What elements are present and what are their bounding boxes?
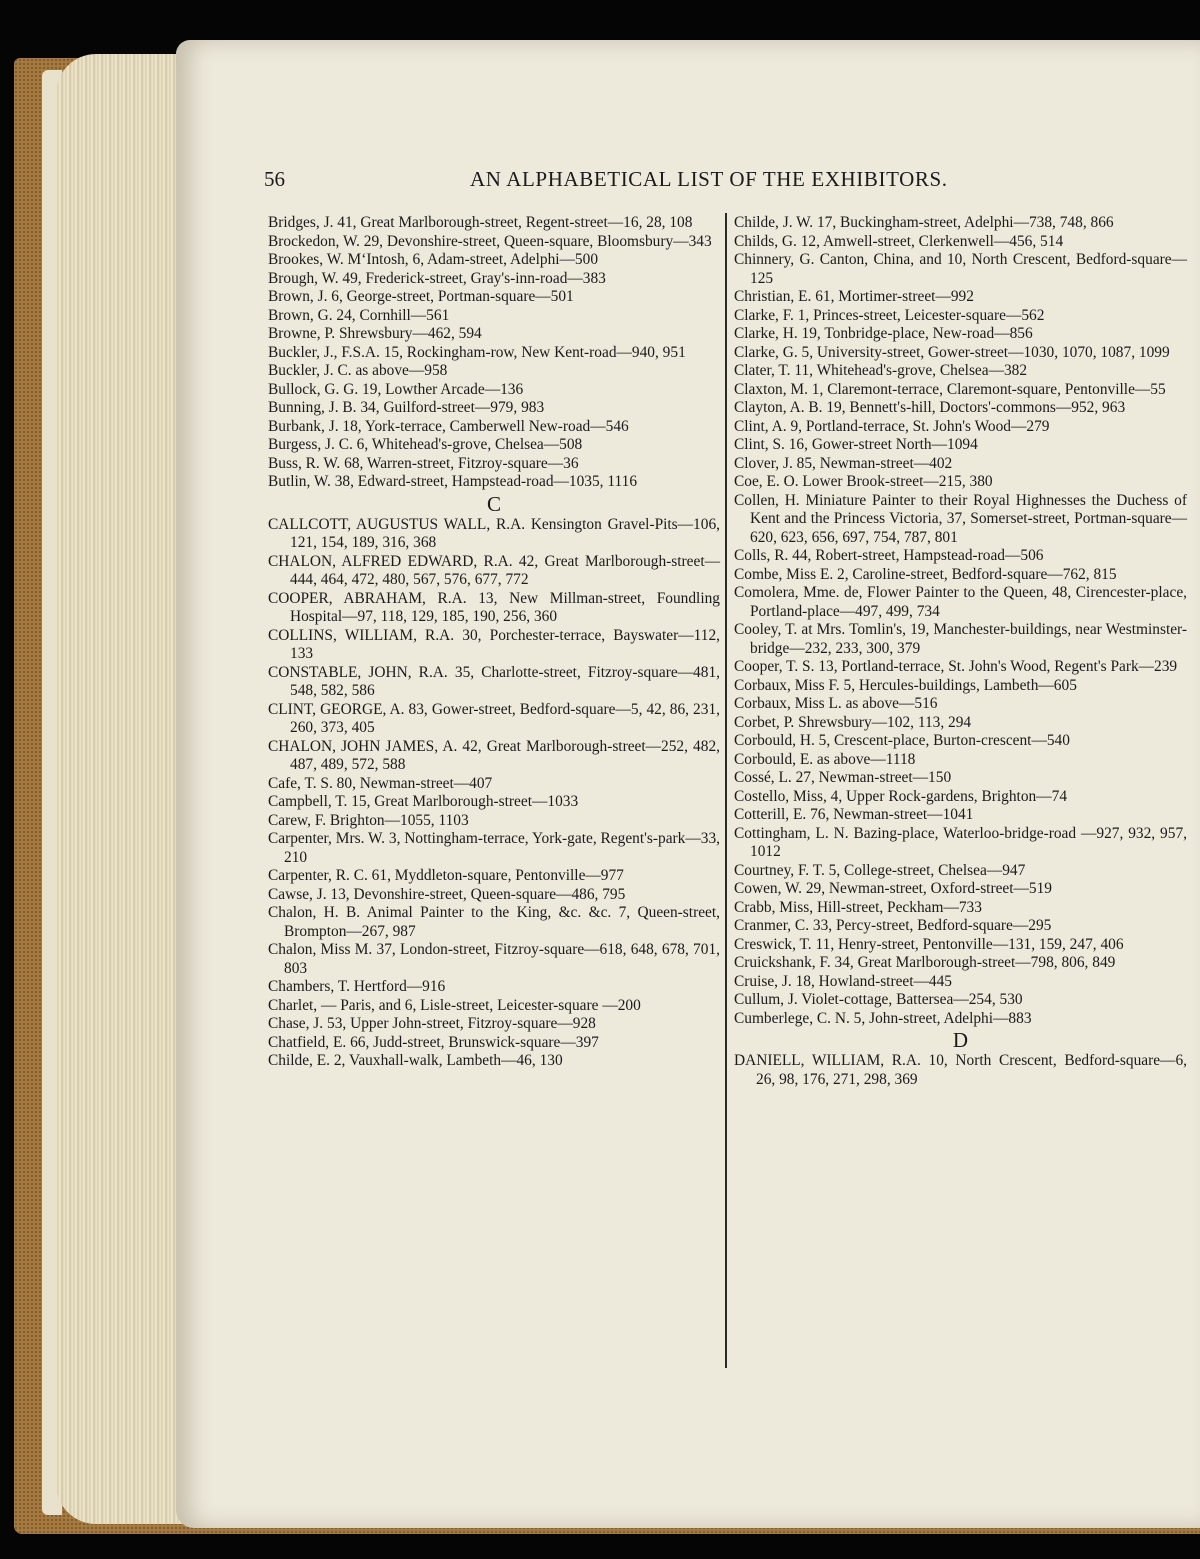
exhibitor-entry: Corbaux, Miss F. 5, Hercules-buildings, Lambeth—605 xyxy=(734,676,1077,694)
exhibitor-entry: Cawse, J. 13, Devonshire-street, Queen-square—486, 795 xyxy=(268,885,626,903)
exhibitor-entry: Cranmer, C. 33, Percy-street, Bedford-square—295 xyxy=(734,917,1052,934)
left-column xyxy=(268,214,720,1071)
exhibitor-entry: Combe, Miss E. 2, Caroline-street, Bedford-square—762, 815 xyxy=(734,565,1117,583)
exhibitor-entry: Clarke, F. 1, Princes-street, Leicester-square—562 xyxy=(734,306,1045,324)
column-divider xyxy=(725,213,727,1368)
exhibitor-entry: Creswick, T. 11, Henry-street, Pentonville—131, 159, 247, 406 xyxy=(734,935,1124,953)
section-letter: C xyxy=(486,491,501,516)
exhibitor-entry: Brown, J. 6, George-street, Portman-square—501 xyxy=(268,288,574,305)
exhibitor-entry: Cowen, W. 29, Newman-street, Oxford-street—519 xyxy=(734,880,1053,897)
exhibitor-entry: Colls, R. 44, Robert-street, Hampstead-road—506 xyxy=(734,547,1044,564)
exhibitor-entry: Corbet, P. Shrewsbury—102, 113, 294 xyxy=(734,713,972,731)
exhibitor-entry: Carpenter, Mrs. W. 3, Nottingham-terrace, York-gate, Regent's-park—33, 210 xyxy=(268,830,720,866)
exhibitor-entry: Cafe, T. S. 80, Newman-street—407 xyxy=(268,774,493,792)
exhibitor-entry: Brown, G. 24, Cornhill—561 xyxy=(268,306,450,324)
page-number: 56 xyxy=(264,167,285,191)
exhibitor-entry: Browne, P. Shrewsbury—462, 594 xyxy=(268,325,482,342)
section-letter: D xyxy=(952,1028,969,1052)
exhibitor-entry: Chalon, H. B. Animal Painter to the King, &c. &c. 7, Queen-street, Brompton—267, 987 xyxy=(268,904,720,940)
exhibitor-entry: Clint, A. 9, Portland-terrace, St. John's Wood—279 xyxy=(734,417,1050,435)
exhibitor-entry: Bullock, G. G. 19, Lowther Arcade—136 xyxy=(268,380,524,398)
exhibitor-entry: Claxton, M. 1, Claremont-terrace, Claremont-square, Pentonville—55 xyxy=(734,380,1166,398)
exhibitor-entry: Cruise, J. 18, Howland-street—445 xyxy=(734,972,953,990)
page-title: AN ALPHABETICAL LIST OF THE EXHIBITORS. xyxy=(470,167,948,191)
exhibitor-entry: Brookes, W. M‘Intosh, 6, Adam-street, Adelphi—500 xyxy=(268,251,599,268)
exhibitor-entry: Buss, R. W. 68, Warren-street, Fitzroy-square—36 xyxy=(268,454,579,472)
academician-entry: CLINT, GEORGE, A. 83, Gower-street, Bedford-square—5, 42, 86, 231, 260, 373, 405 xyxy=(268,700,720,736)
exhibitor-entry: Burgess, J. C. 6, Whitehead's-grove, Chelsea—508 xyxy=(268,436,583,453)
exhibitor-entry: Corbould, H. 5, Crescent-place, Burton-crescent—540 xyxy=(734,732,1070,749)
exhibitor-entry: Brockedon, W. 29, Devonshire-street, Queen-square, Bloomsbury—343 xyxy=(268,232,712,250)
exhibitor-entry: Cooley, T. at Mrs. Tomlin's, 19, Manchester-buildings, near Westminster-bridge—232, 233, 300, 379 xyxy=(734,621,1187,657)
exhibitor-entry: Corbould, E. as above—1118 xyxy=(734,750,916,768)
academician-entry: DANIELL, WILLIAM, R.A. 10, North Crescent, Bedford-square—6, 26, 98, 176, 271, 298, 369 xyxy=(734,1052,1187,1088)
exhibitor-entry: Cotterill, E. 76, Newman-street—1041 xyxy=(734,806,974,823)
exhibitor-entry: Cullum, J. Violet-cottage, Battersea—254, 530 xyxy=(734,991,1023,1008)
academician-entry: CHALON, ALFRED EDWARD, R.A. 42, Great Marlborough-street—444, 464, 472, 480, 567, 576, 677, 772 xyxy=(268,552,720,588)
exhibitor-entry: Buckler, J. C. as above—958 xyxy=(268,362,448,379)
exhibitor-entry: Cossé, L. 27, Newman-street—150 xyxy=(734,769,952,786)
exhibitor-entry: Clint, S. 16, Gower-street North—1094 xyxy=(734,436,978,453)
exhibitor-entry: Clater, T. 11, Whitehead's-grove, Chelsea—382 xyxy=(734,362,1028,379)
exhibitor-entry: Charlet, — Paris, and 6, Lisle-street, Leicester-square —200 xyxy=(268,996,641,1014)
exhibitor-entry: Chalon, Miss M. 37, London-street, Fitzroy-square—618, 648, 678, 701, 803 xyxy=(268,941,720,977)
exhibitor-entry: Bunning, J. B. 34, Guilford-street—979, 983 xyxy=(268,399,545,416)
exhibitor-entry: Burbank, J. 18, York-terrace, Camberwell New-road—546 xyxy=(268,417,629,435)
academician-entry: CHALON, JOHN JAMES, A. 42, Great Marlborough-street—252, 482, 487, 489, 572, 588 xyxy=(268,737,720,773)
exhibitor-entry: Cumberlege, C. N. 5, John-street, Adelphi—883 xyxy=(734,1009,1032,1027)
academician-entry: CONSTABLE, JOHN, R.A. 35, Charlotte-street, Fitzroy-square—481, 548, 582, 586 xyxy=(268,663,720,699)
exhibitor-entry: Brough, W. 49, Frederick-street, Gray's-inn-road—383 xyxy=(268,269,606,287)
exhibitor-entry: Chatfield, E. 66, Judd-street, Brunswick-square—397 xyxy=(268,1033,599,1051)
exhibitor-entry: Cruickshank, F. 34, Great Marlborough-street—798, 806, 849 xyxy=(734,954,1116,971)
exhibitor-entry: Chambers, T. Hertford—916 xyxy=(268,978,446,995)
exhibitor-entry: Childe, E. 2, Vauxhall-walk, Lambeth—46, 130 xyxy=(268,1052,563,1069)
exhibitor-entry: Childs, G. 12, Amwell-street, Clerkenwell—456, 514 xyxy=(734,232,1064,250)
exhibitor-entry: Comolera, Mme. de, Flower Painter to the Queen, 48, Cirencester-place, Portland-place—497, 499, 734 xyxy=(734,584,1187,620)
exhibitor-entry: Courtney, F. T. 5, College-street, Chelsea—947 xyxy=(734,861,1026,879)
exhibitor-entry: Clarke, G. 5, University-street, Gower-street—1030, 1070, 1087, 1099 xyxy=(734,343,1170,361)
exhibitor-entry: Buckler, J., F.S.A. 15, Rockingham-row, New Kent-road—940, 951 xyxy=(268,343,686,361)
exhibitor-entry: Cooper, T. S. 13, Portland-terrace, St. John's Wood, Regent's Park—239 xyxy=(734,658,1178,675)
page-block-edge xyxy=(56,54,196,1524)
exhibitor-entry: Coe, E. O. Lower Brook-street—215, 380 xyxy=(734,473,993,490)
academician-entry: COOPER, ABRAHAM, R.A. 13, New Millman-street, Foundling Hospital—97, 118, 129, 185, 190, 256, 360 xyxy=(268,589,720,625)
academician-entry: COLLINS, WILLIAM, R.A. 30, Porchester-terrace, Bayswater—112, 133 xyxy=(268,626,720,662)
exhibitor-entry: Collen, H. Miniature Painter to their Royal Highnesses the Duchess of Kent and the Princess Victoria, 37, Somerset-street, Portman-square—620, 623, 656, 697, 754, 787, 801 xyxy=(734,491,1187,546)
exhibitor-entry: Clayton, A. B. 19, Bennett's-hill, Doctors'-commons—952, 963 xyxy=(734,399,1126,416)
exhibitor-entry: Chinnery, G. Canton, China, and 10, North Crescent, Bedford-square—125 xyxy=(734,251,1187,287)
exhibitor-entry: Corbaux, Miss L. as above—516 xyxy=(734,695,938,712)
exhibitor-entry: Campbell, T. 15, Great Marlborough-street—1033 xyxy=(268,793,579,810)
exhibitor-entry: Bridges, J. 41, Great Marlborough-street, Regent-street—16, 28, 108 xyxy=(268,214,693,231)
right-column xyxy=(734,214,1187,1089)
exhibitor-entry: Costello, Miss, 4, Upper Rock-gardens, Brighton—74 xyxy=(734,787,1068,805)
exhibitor-entry: Christian, E. 61, Mortimer-street—992 xyxy=(734,288,974,305)
exhibitor-entry: Clover, J. 85, Newman-street—402 xyxy=(734,454,953,472)
exhibitor-entry: Childe, J. W. 17, Buckingham-street, Adelphi—738, 748, 866 xyxy=(734,214,1114,231)
exhibitor-entry: Clarke, H. 19, Tonbridge-place, New-road—856 xyxy=(734,325,1033,342)
exhibitor-entry: Carew, F. Brighton—1055, 1103 xyxy=(268,811,469,829)
exhibitor-entry: Cottingham, L. N. Bazing-place, Waterloo-bridge-road —927, 932, 957, 1012 xyxy=(734,824,1187,860)
exhibitor-entry: Crabb, Miss, Hill-street, Peckham—733 xyxy=(734,898,982,916)
exhibitor-entry: Carpenter, R. C. 61, Myddleton-square, Pentonville—977 xyxy=(268,867,624,884)
academician-entry: CALLCOTT, AUGUSTUS WALL, R.A. Kensington Gravel-Pits—106, 121, 154, 189, 316, 368 xyxy=(268,515,720,551)
exhibitor-entry: Chase, J. 53, Upper John-street, Fitzroy-square—928 xyxy=(268,1015,596,1032)
exhibitor-entry: Butlin, W. 38, Edward-street, Hampstead-road—1035, 1116 xyxy=(268,473,638,490)
